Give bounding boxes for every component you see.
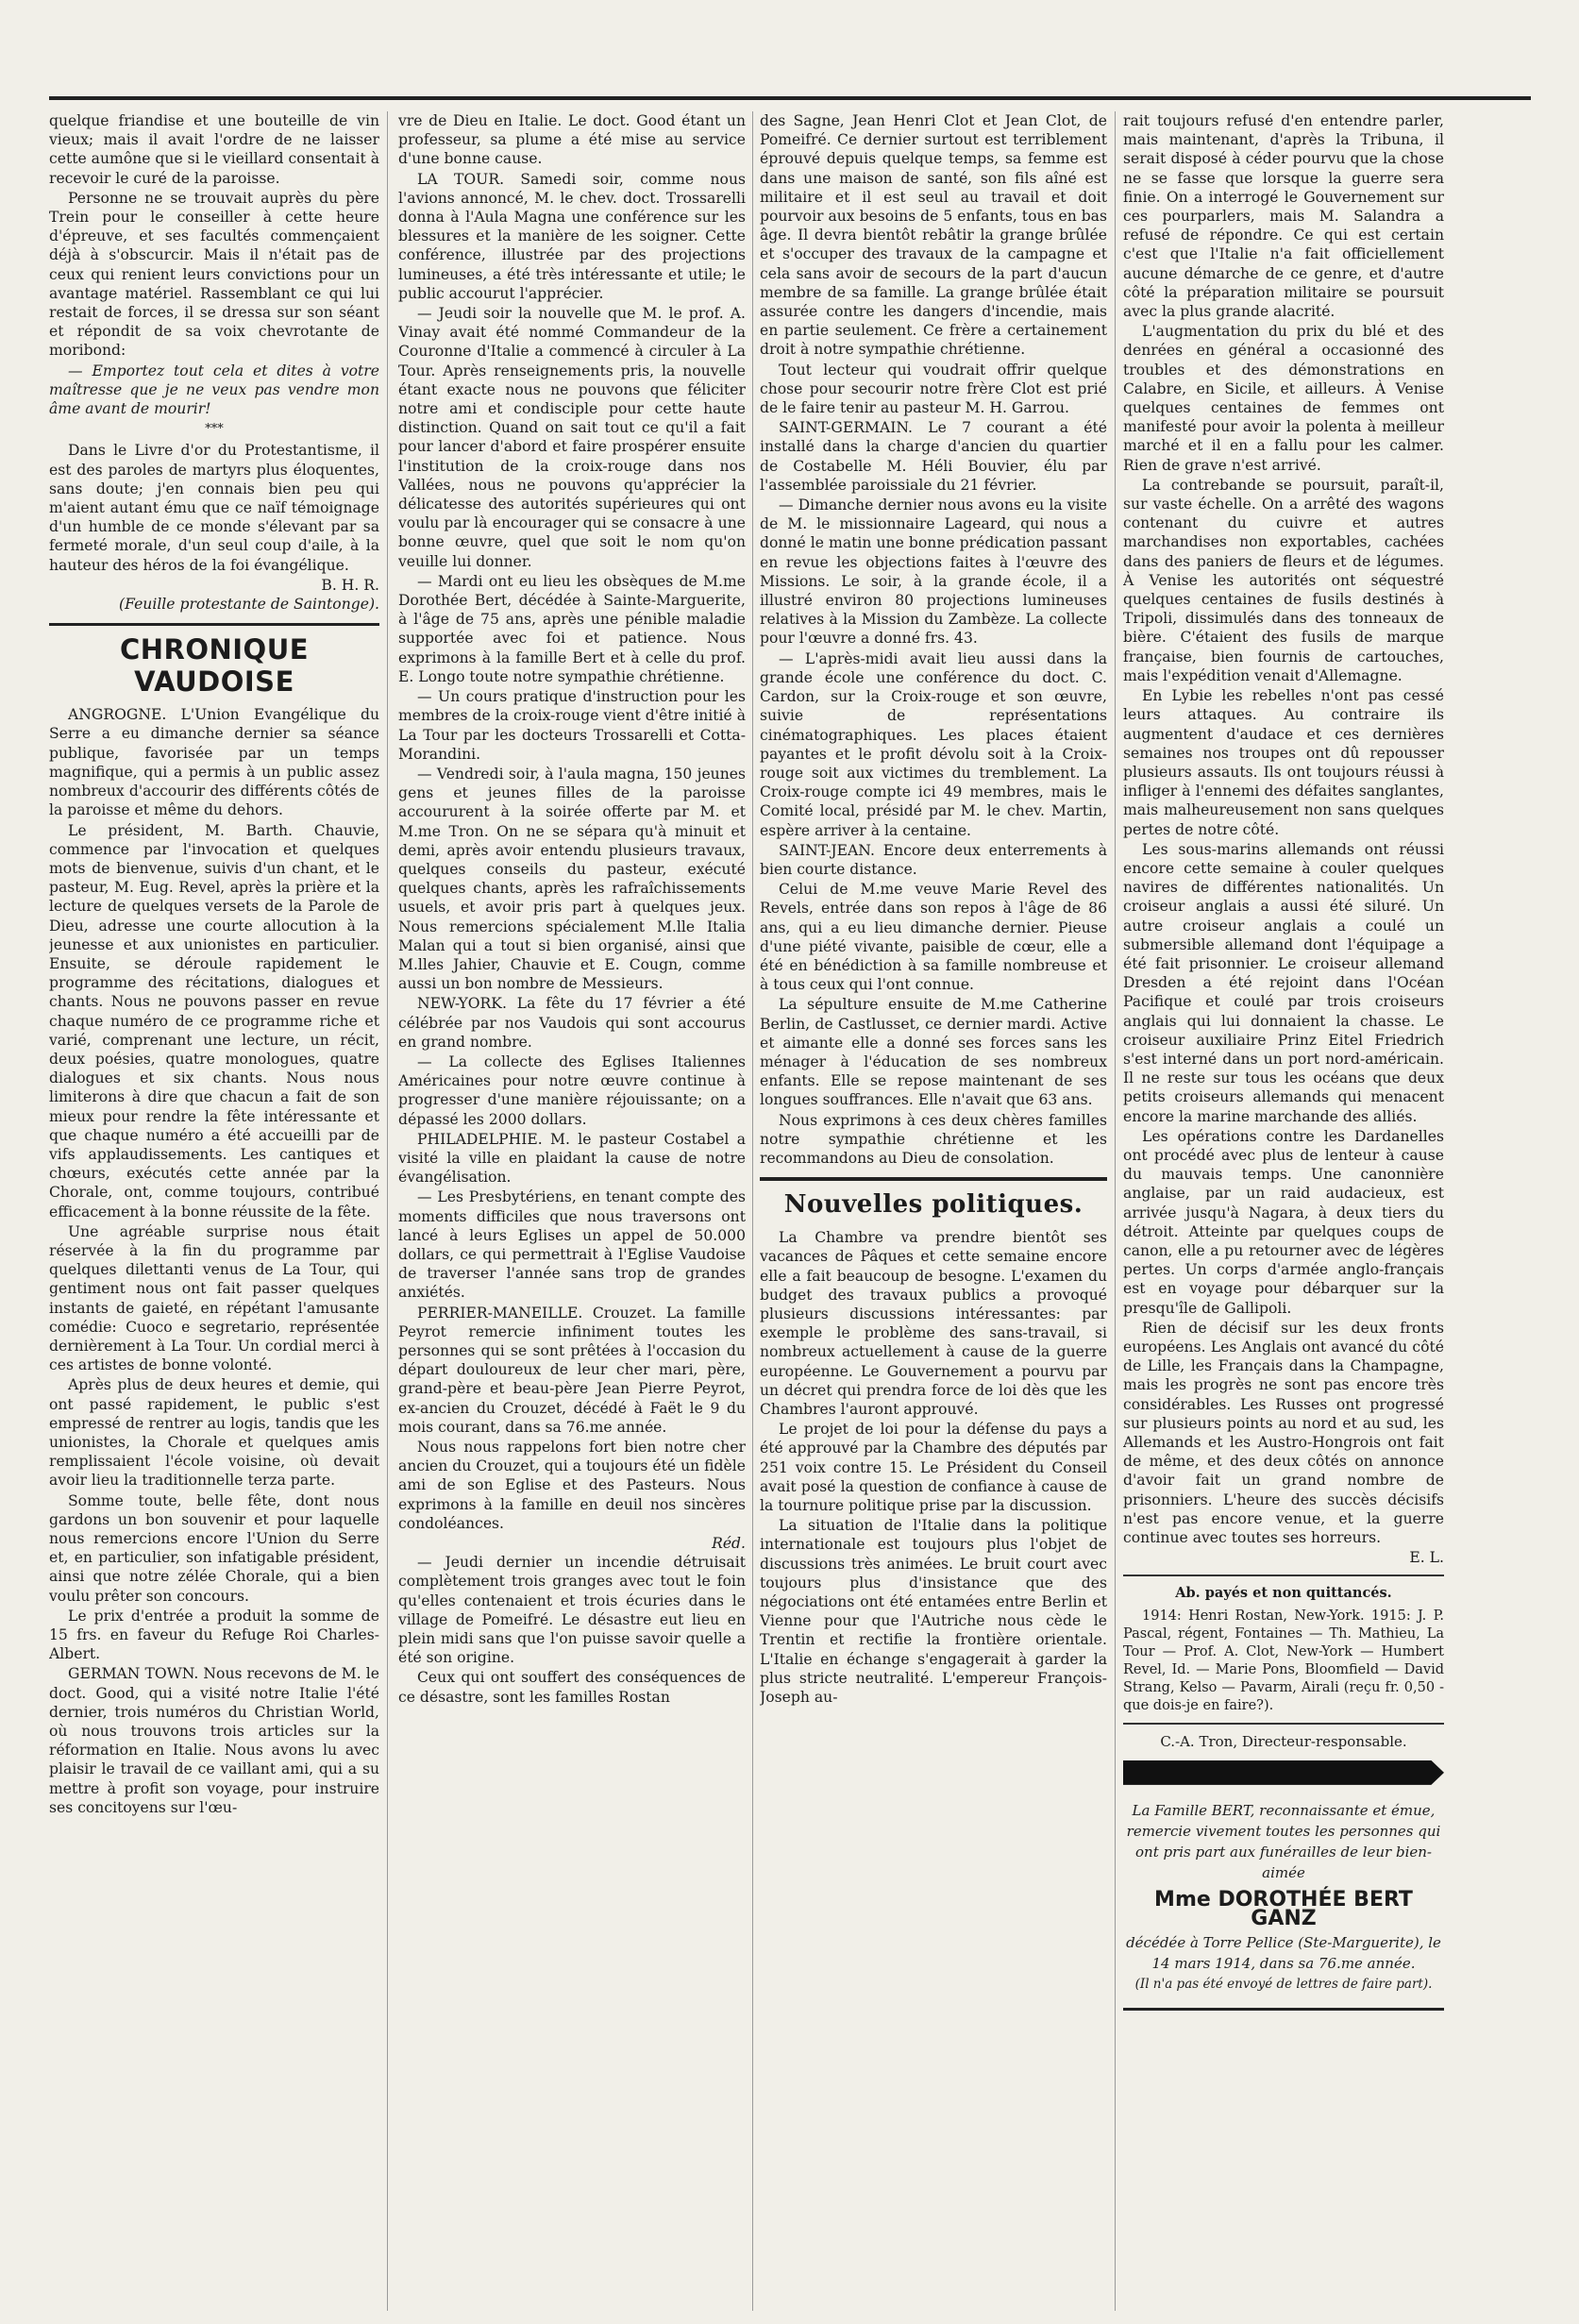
column-divider bbox=[387, 111, 388, 2311]
paragraph: Personne ne se trouvait auprès du père Trein pour le conseiller à cette heure d'épreuve, et ses facultés commençaient déjà à s'obscurcir. Mais il n'était pas de ceux qui renient leurs convictions pour un avantage matériel. Rassemblant ce qui lui restait de forces, il se dressa sur son séant et répondit de sa voix chevrotante de moribond: bbox=[49, 189, 379, 360]
column-4 bbox=[1123, 111, 1444, 2311]
paragraph: vre de Dieu en Italie. Le doct. Good étant un professeur, sa plume a été mise au service d'une bonne cause. bbox=[398, 112, 746, 168]
signature: B. H. R. bbox=[321, 576, 379, 594]
death-details: décédée à Torre Pellice (Ste-Marguerite), le 14 mars 1914, dans sa 76.me année. bbox=[1126, 1934, 1441, 1973]
thanks-notice: La Famille BERT, reconnaissante et émue, remercie vivement toutes les personnes qui ont pris part aux funérailles de leur bien-aimée bbox=[1126, 1801, 1441, 1881]
column-3 bbox=[760, 111, 1107, 2311]
paragraph: — Un cours pratique d'instruction pour les membres de la croix-rouge vient d'être initié à La Tour par les docteurs Trossarelli et Cotta-Morandini. bbox=[398, 688, 746, 763]
paragraph: Le prix d'entrée a produit la somme de 15 frs. en faveur du Refuge Roi Charles-Albert. bbox=[49, 1607, 379, 1663]
paragraph: — Jeudi soir la nouvelle que M. le prof. A. Vinay avait été nommé Commandeur de la Couronne d'Italie a commencé à circuler à La Tour. Après renseignements pris, la nouvelle étant exacte nous ne pouvons que féliciter notre ami et condisciple pour cette haute distinction. Quand on sait tout ce qu'il a fait pour lancer d'abord et faire prospérer ensuite l'institution de la croix-rouge dans nos Vallées, nous ne pouvons qu'apprécier la délicatesse des autorités supérieures qui ont voulu par là encourager qui se consacre à une bonne œuvre, quel que soit le nom qu'on veuille lui donner. bbox=[398, 305, 746, 570]
paragraph: Une agréable surprise nous était réservée à la fin du programme par quelques dilettanti venus de La Tour, qui gentiment nous ont fait passer quelques instants de gaieté, en répétant l'amusante comédie: Cuoco e segretario, représentée dernièrement à La Tour. Un cordial merci à ces artistes de bonne volonté. bbox=[49, 1222, 379, 1374]
paragraph: En Lybie les rebelles n'ont pas cessé leurs attaques. Au contraire ils augmentent d'audace et ces dernières semaines nos troupes ont dû repousser plusieurs assauts. Ils ont toujours réussi à infliger à l'ennemi des défaites sanglantes, mais malheureusement non sans quelques pertes de notre côté. bbox=[1123, 687, 1444, 838]
director-credit: C.-A. Tron, Directeur-responsable. bbox=[1160, 1732, 1407, 1750]
paragraph: Ceux qui ont souffert des conséquences de ce désastre, sont les familles Rostan bbox=[398, 1669, 746, 1706]
paragraph: des Sagne, Jean Henri Clot et Jean Clot, de Pomeifré. Ce dernier surtout est terriblement éprouvé depuis quelque temps, sa femme est dans une maison de santé, son fils aîné est militaire et il est seul au travail et doit pourvoir aux besoins de 5 enfants, tous en bas âge. Il devra bientôt rebâtir la grange brûlée et s'occuper des travaux de la campagne et cela sans avoir de secours de la part d'aucun membre de sa famille. La grange brûlée était assurée contre les dangers d'incendie, mais en partie seulement. Ce frère a certainement droit à notre sympathie chrétienne. bbox=[760, 112, 1107, 359]
paragraph: — Vendredi soir, à l'aula magna, 150 jeunes gens et jeunes filles de la paroisse accoururent à la soirée offerte par M. et M.me Tron. On ne se sépara qu'à minuit et demi, après avoir entendu plusieurs travaux, quelques conseils du pasteur, exécuté quelques chants, après les rafraîchissements usuels, et avoir pris part à quelques jeux. Nous remercions spécialement M.lle Italia Malan qui a tout si bien organisé, ainsi que M.lles Jahier, Chauvie et E. Cougn, comme aussi un bon nombre de Messieurs. bbox=[398, 765, 746, 993]
paragraph: La Chambre va prendre bientôt ses vacances de Pâques et cette semaine encore elle a fait beaucoup de besogne. L'examen du budget des travaux publics a provoqué plusieurs discussions intéressantes: par exemple le problème des sans-travail, si nombreux actuellement à cause de la guerre européenne. Le Gouvernement a pourvu par un décret qui prendra force de loi dès que les Chambres l'auront approuvé. bbox=[760, 1229, 1107, 1418]
paragraph: Rien de décisif sur les deux fronts européens. Les Anglais ont avancé du côté de Lille, les Français dans la Champagne, mais les progrès ne sont pas encore très considérables. Les Russes ont progressé sur plusieurs points au nord et au sud, les Allemands et les Austro-Hongrois ont fait de même, et des deux côtés on annonce d'avoir fait un grand nombre de prisonniers. L'heure des succès décisifs n'est pas encore venue, et la guerre continue avec toutes ses horreurs. bbox=[1123, 1319, 1444, 1547]
paragraph: quelque friandise et une bouteille de vin vieux; mais il avait l'ordre de ne laisser cette aumône que si le vieillard consentait à recevoir le curé de la paroisse. bbox=[49, 112, 379, 187]
paragraph: ANGROGNE. L'Union Evangélique du Serre a eu dimanche dernier sa séance publique, favorisée par un temps magnifique, qui a permis à un public assez nombreux d'accourir des différents côtés de la paroisse et même du dehors. bbox=[49, 706, 379, 819]
source-credit: (Feuille protestante de Saintonge). bbox=[119, 596, 379, 614]
paragraph: Nous nous rappelons fort bien notre cher ancien du Crouzet, qui a toujours été un fidèle ami de son Eglise et des Pasteurs. Nous exprimons à la famille en deuil nos sincères condoléances. bbox=[398, 1439, 746, 1532]
paragraph: Tout lecteur qui voudrait offrir quelque chose pour secourir notre frère Clot est prié de le faire tenir au pasteur M. H. Garrou. bbox=[760, 361, 1107, 417]
top-rule bbox=[49, 96, 1531, 100]
bottom-rule bbox=[1123, 2008, 1444, 2011]
column-divider bbox=[1115, 111, 1116, 2311]
paragraph: — La collecte des Eglises Italiennes Américaines pour notre œuvre continue à progresser d'une manière réjouissante; on a dépassé les 2000 dollars. bbox=[398, 1053, 746, 1128]
paragraph: — Mardi ont eu lieu les obsèques de M.me Dorothée Bert, décédée à Sainte-Marguerite, à l'âge de 75 ans, après une pénible maladie supportée avec foi et patience. Nous exprimons à la famille Bert et à celle du prof. E. Longo toute notre sympathie chrétienne. bbox=[398, 572, 746, 685]
paragraph: Somme toute, belle fête, dont nous gardons un bon souvenir et pour laquelle nous remercions encore l'Union du Serre et, en particulier, son infatigable président, ainsi que notre zélée Chorale, qui a bien voulu prêter son concours. bbox=[49, 1491, 379, 1605]
paragraph: SAINT-GERMAIN. Le 7 courant a été installé dans la charge d'ancien du quartier de Costabelle M. Héli Bouvier, élu par l'assemblée paroissiale du 21 février. bbox=[760, 419, 1107, 494]
paragraph: La contrebande se poursuit, paraît-il, sur vaste échelle. On a arrêté des wagons contenant du cuivre et autres marchandises non exportables, cachées dans des paniers de fleurs et de légumes. À Venise les autorités ont séquestré quelques centaines de fusils destinés à Tripoli, dissimulés dans des tonneaux de bière. C'étaient des fusils de marque française, bien fournis de cartouches, mais l'expédition venait d'Allemagne. bbox=[1123, 476, 1444, 684]
paragraph: Celui de M.me veuve Marie Revel des Revels, entrée dans son repos à l'âge de 86 ans, qui a eu lieu dimanche dernier. Pieuse d'une piété vivante, paisible de cœur, elle a été en bénédiction à sa famille nombreuse et à tous ceux qui l'ont connue. bbox=[760, 881, 1107, 994]
section-title-chronique: CHRONIQUE VAUDOISE bbox=[49, 623, 379, 698]
divider bbox=[1123, 1575, 1444, 1576]
paragraph: — L'après-midi avait lieu aussi dans la grande école une conférence du doct. C. Cardon, sur la Croix-rouge et son œuvre, suivie de représentations cinématographiques. Les places étaient payantes et le profit dévolu soit à la Croix-rouge soit aux victimes du tremblement. La Croix-rouge compte ici 49 membres, mais le Comité local, présidé par M. le chev. Martin, espère arriver à la centaine. bbox=[760, 649, 1107, 839]
paragraph: — Jeudi dernier un incendie détruisait complètement trois granges avec tout le foin qu'elles contenaient et trois écuries dans le village de Pomeifré. Le désastre eut lieu en plein midi sans que l'on puisse savoir quelle a été son origine. bbox=[398, 1554, 746, 1667]
separator-stars: *** bbox=[205, 422, 224, 437]
paragraph: PERRIER-MANEILLE. Crouzet. La famille Peyrot remercie infiniment toutes les personnes qui se sont prêtées à l'occasion du départ douloureux de leur cher mari, père, grand-père et beau-père Jean Pierre Peyrot, ex-ancien du Crouzet, décédé à Faët le 9 du mois courant, dans sa 76.me année. bbox=[398, 1304, 746, 1436]
signature: E. L. bbox=[1409, 1549, 1444, 1567]
paragraph: La sépulture ensuite de M.me Catherine Berlin, de Castlusset, ce dernier mardi. Active et aimante elle a donné ses forces sans les ménager à l'éducation de ses nombreux enfants. Elle se repose maintenant de ses longues souffrances. Elle n'avait que 63 ans. bbox=[760, 996, 1107, 1109]
paragraph: L'augmentation du prix du blé et des denrées en général a occasionné des troubles et des démonstrations en Calabre, en Sicile, et ailleurs. À Venise quelques centaines de femmes ont manifesté pour avoir la polenta à meilleur marché et il en a fallu pour les calmer. Rien de grave n'est arrivé. bbox=[1123, 323, 1444, 474]
paragraph: PHILADELPHIE. M. le pasteur Costabel a visité la ville en plaidant la cause de notre évangélisation. bbox=[398, 1130, 746, 1187]
divider bbox=[1123, 1723, 1444, 1725]
section-title-politiques: Nouvelles politiques. bbox=[760, 1177, 1107, 1221]
subscriptions-list: 1914: Henri Rostan, New-York. 1915: J. P. Pascal, régent, Fontaines — Th. Mathieu, La Tour — Prof. A. Clot, New-York — Humbert Revel, Id. — Marie Pons, Bloomfield — David Strang, Kelso — Pavarm, Airali (reçu fr. 0,50 - que dois-je en faire?). bbox=[1123, 1608, 1444, 1713]
paragraph: NEW-YORK. La fête du 17 février a été célébrée par nos Vaudois qui sont accourus en grand nombre. bbox=[398, 995, 746, 1051]
paragraph: Après plus de deux heures et demie, qui ont passé rapidement, le public s'est empressé de rentrer au logis, tandis que les unionistes, la Chorale et quelques amis remplissaient l'école voisine, où devait avoir lieu la traditionnelle terza parte. bbox=[49, 1376, 379, 1490]
decorative-black-bar bbox=[1123, 1760, 1444, 1785]
column-1 bbox=[49, 111, 379, 2311]
paragraph: Les sous-marins allemands ont réussi encore cette semaine à couler quelques navires de différentes nationalités. Un croiseur anglais a aussi été siluré. Un autre croiseur anglais a coulé un submersible allemand dont l'équipage a été fait prisonnier. Le croiseur allemand Dresden a été rejoint dans l'Océan Pacifique et coulé par trois croiseurs anglais qui lui donnaient la chasse. Le croiseur auxiliaire Prinz Eitel Friedrich s'est interné dans un port nord-américain. Il ne reste sur tous les océans que deux petits croiseurs allemands qui menacent encore la marine marchande des alliés. bbox=[1123, 840, 1444, 1125]
deceased-name: Mme DOROTHÉE BERT GANZ bbox=[1154, 1887, 1413, 1931]
signature: Réd. bbox=[712, 1535, 746, 1553]
notice-footnote: (Il n'a pas été envoyé de lettres de faire part). bbox=[1134, 1977, 1433, 1993]
paragraph: rait toujours refusé d'en entendre parler, mais maintenant, d'après la Tribuna, il serait disposé à céder pourvu que la chose ne se fasse que lorsque la guerre sera finie. On a interrogé le Gouvernement sur ces pourparlers, mais M. Salandra a refusé de répondre. Ce qui est certain c'est que l'Italie n'a fait officiellement aucune démarche de ce genre, et d'autre côté la préparation militaire se poursuit avec la plus grande alacrité. bbox=[1123, 112, 1444, 321]
paragraph: GERMAN TOWN. Nous recevons de M. le doct. Good, qui a visité notre Italie l'été dernier, trois numéros du Christian World, où nous trouvons trois articles sur la réformation en Italie. Nous avons lu avec plaisir le travail de ce vaillant ami, qui a su mettre à profit son voyage, pour instruire ses concitoyens sur l'œu- bbox=[49, 1665, 379, 1816]
paragraph: Dans le Livre d'or du Protestantisme, il est des paroles de martyrs plus éloquentes, sans doute; j'en connais bien peu qui m'aient autant ému que ce naïf témoignage d'un humble de ce monde s'élevant par sa fermeté morale, d'un seul coup d'aile, à la hauteur des héros de la foi évangélique. bbox=[49, 442, 379, 574]
paragraph: — Dimanche dernier nous avons eu la visite de M. le missionnaire Lageard, qui nous a donné le matin une bonne prédication passant en revue les objections faites à l'œuvre des Missions. Le soir, à la grande école, il a illustré environ 80 projections lumineuses relatives à la Mission du Zambèze. La collecte pour l'œuvre a donné frs. 43. bbox=[760, 497, 1107, 648]
paragraph: Nous exprimons à ces deux chères familles notre sympathie chrétienne et les recommandons au Dieu de consolation. bbox=[760, 1111, 1107, 1167]
column-divider bbox=[752, 111, 753, 2311]
paragraph: La situation de l'Italie dans la politique internationale est toujours plus l'objet de discussions très animées. Le bruit court avec toujours plus d'insistance que des négociations ont été entamées entre Berlin et Vienne pour que l'Autriche nous cède le Trentin et rectifie la frontière orientale. L'Italie en échange s'engagerait à garder la plus stricte neutralité. L'empereur François-Joseph au- bbox=[760, 1517, 1107, 1707]
paragraph: Le projet de loi pour la défense du pays a été approuvé par la Chambre des députés par 251 voix contre 15. Le Président du Conseil avait posé la question de confiance à cause de la tournure politique prise par la discussion. bbox=[760, 1421, 1107, 1515]
paragraph: Les opérations contre les Dardanelles ont procédé avec plus de lenteur à cause du mauvais temps. Une canonnière anglaise, par un raid audacieux, est arrivée jusqu'à Nagara, à deux tiers du détroit. Atteinte par quelques coups de canon, elle a pu retourner avec de légères pertes. Un corps d'armée anglo-français est en voyage pour débarquer sur la presqu'île de Gallipoli. bbox=[1123, 1127, 1444, 1317]
subscriptions-title: Ab. payés et non quittancés. bbox=[1175, 1585, 1392, 1602]
paragraph: LA TOUR. Samedi soir, comme nous l'avions annoncé, M. le chev. doct. Trossarelli donna à l'Aula Magna une conférence sur les blessures et la manière de les soigner. Cette conférence, illustrée par des projections lumineuses, a été très intéressante et utile; le public accourut l'apprécier. bbox=[398, 170, 746, 302]
quote: — Emportez tout cela et dites à votre maîtresse que je ne veux pas vendre mon âme avant de mourir! bbox=[49, 362, 379, 418]
column-2 bbox=[398, 111, 746, 2311]
paragraph: — Les Presbytériens, en tenant compte des moments difficiles que nous traversons ont lancé à leurs Eglises un appel de 50.000 dollars, ce qui permettrait à l'Eglise Vaudoise de traverser l'année sans trop de grandes anxiétés. bbox=[398, 1188, 746, 1302]
paragraph: SAINT-JEAN. Encore deux enterrements à bien courte distance. bbox=[760, 841, 1107, 878]
paragraph: Le président, M. Barth. Chauvie, commence par l'invocation et quelques mots de bienvenue, suivis d'un chant, et le pasteur, M. Eug. Revel, après la prière et la lecture de quelques versets de la Parole de Dieu, adresse une courte allocution à la jeunesse et aux unionistes en particulier. Ensuite, se déroule rapidement le programme des récitations, dialogues et chants. Nous ne pouvons passer en revue chaque numéro de ce programme riche et varié, comprenant une lecture, un récit, deux poésies, quatre monologues, quatre dialogues et six chants. Nous nous limiterons à dire que chacun a fait de son mieux pour rendre la fête intéressante et que chaque numéro a été accueilli par de vifs applaudissements. Les cantiques et chœurs, exécutés cette année par la Chorale, ont, comme toujours, contribué efficacement à la bonne réussite de la fête. bbox=[49, 821, 379, 1221]
